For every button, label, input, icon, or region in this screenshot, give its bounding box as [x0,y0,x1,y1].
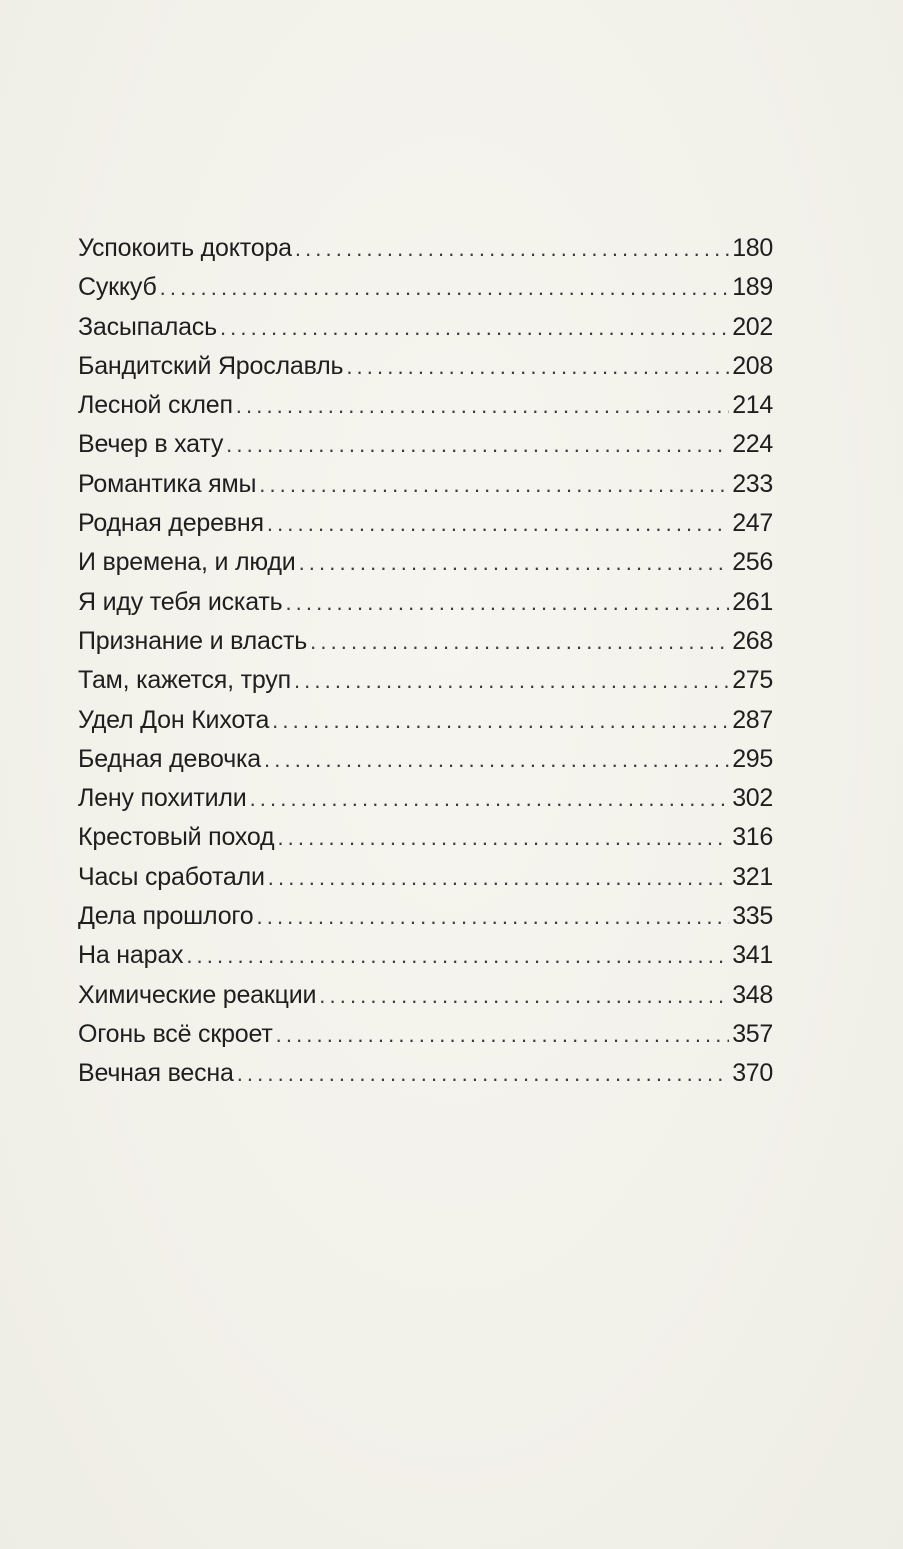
toc-entry-title: Я иду тебя искать [78,587,283,616]
toc-entry-title: Удел Дон Кихота [78,705,270,734]
toc-entry-title: Дела прошлого [78,902,254,931]
toc-entry [78,858,773,897]
toc-entry [78,229,773,268]
toc-entry-title: Крестовый поход [78,823,275,852]
toc-entry [78,425,773,464]
toc-entry-title: Романтика ямы [78,469,257,498]
toc-entry-title: Бедная девочка [78,744,262,773]
toc-entry [78,1054,773,1093]
toc-entry-page: 189 [732,273,773,302]
toc-entry [78,1015,773,1054]
toc-entry-page: 202 [732,312,773,341]
dot-leader [259,465,729,504]
toc-entry [78,622,773,661]
toc-entry [78,740,773,779]
dot-leader [285,583,729,622]
dot-leader [268,858,729,897]
toc-entry-page: 261 [732,587,773,616]
toc-entry-page: 316 [732,823,773,852]
toc-entry-page: 335 [732,902,773,931]
dot-leader [294,661,729,700]
toc-entry-page: 233 [732,469,773,498]
toc-entry-page: 275 [732,666,773,695]
toc-entry-title: Огонь всё скроет [78,1019,273,1048]
dot-leader [299,543,730,582]
toc-entry-page: 256 [732,548,773,577]
toc-entry [78,976,773,1015]
toc-entry [78,386,773,425]
toc-entry-title: Успокоить доктора [78,234,292,262]
toc-entry-title: Бандитский Ярославль [78,351,344,380]
toc-entry-page: 214 [732,391,773,420]
toc-entry-title: Родная деревня [78,509,264,538]
toc-entry-page: 370 [732,1059,773,1088]
toc-entry [78,583,773,622]
dot-leader [186,936,729,975]
toc-entry [78,661,773,700]
dot-leader [346,347,729,386]
toc-entry-page: 287 [732,705,773,734]
toc-entry [78,308,773,347]
dot-leader [236,386,729,425]
dot-leader [310,622,729,661]
toc-entry-page: 224 [732,430,773,459]
toc-entry-page: 321 [732,862,773,891]
toc-entry-title: Лесной склеп [78,391,233,420]
toc-entry-page: 302 [732,784,773,813]
toc-entry [78,936,773,975]
dot-leader [267,504,729,543]
dot-leader [264,740,729,779]
toc-entry [78,779,773,818]
dot-leader [220,308,729,347]
toc-entry-title: Признание и власть [78,626,308,655]
toc-entry-title: Вечная весна [78,1059,234,1088]
toc-entry-title: Там, кажется, труп [78,666,291,695]
toc-entry-page: 247 [732,509,773,538]
toc-entry-page: 208 [732,351,773,380]
toc-entry [78,543,773,582]
toc-entry [78,268,773,307]
toc-entry [78,504,773,543]
toc-entry [78,897,773,936]
dot-leader [319,976,729,1015]
toc-entry-page: 341 [732,941,773,970]
dot-leader [257,897,730,936]
toc-entry-page: 348 [732,980,773,1009]
toc-entry [78,465,773,504]
dot-leader [160,268,730,307]
dot-leader [250,779,730,818]
table-of-contents [78,229,773,1094]
toc-entry-title: Суккуб [78,273,157,302]
toc-entry-title: Часы сработали [78,862,265,891]
toc-entry [78,818,773,857]
toc-entry-title: Химические реакции [78,980,317,1009]
dot-leader [237,1054,730,1093]
dot-leader [295,229,729,268]
toc-entry-page: 268 [732,626,773,655]
toc-entry-title: Лену похитили [78,784,247,813]
dot-leader [276,1015,730,1054]
dot-leader [226,425,729,464]
toc-entry-title: На нарах [78,941,184,970]
toc-entry-page: 295 [732,744,773,773]
dot-leader [277,818,729,857]
toc-entry-page: 357 [732,1019,773,1048]
toc-entry-title: И времена, и люди [78,548,296,577]
dot-leader [272,701,729,740]
toc-entry [78,347,773,386]
toc-entry-title: Засыпалась [78,312,217,341]
toc-entry-page: 180 [732,234,773,262]
toc-entry-title: Вечер в хату [78,430,224,459]
toc-entry [78,701,773,740]
